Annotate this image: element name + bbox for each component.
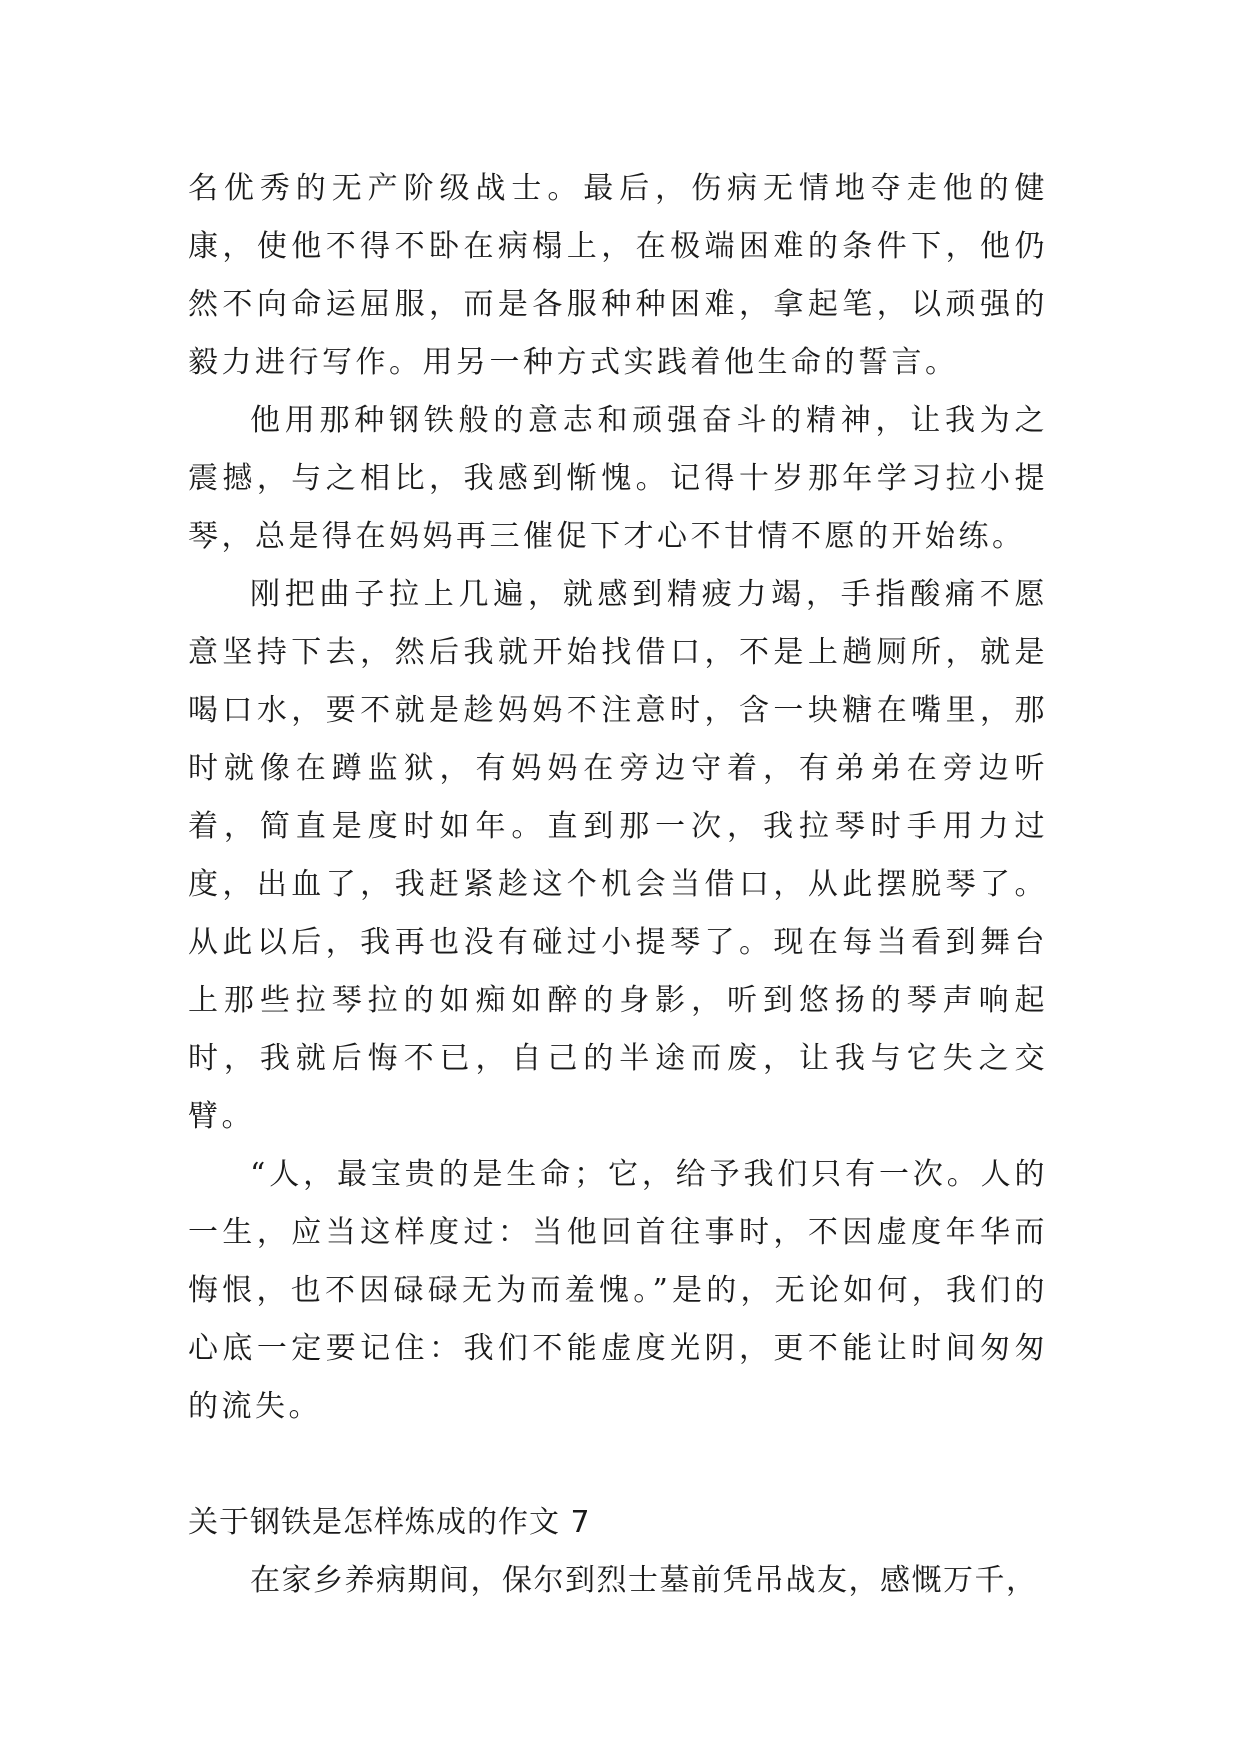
section-heading: 关于钢铁是怎样炼成的作文 7 [188, 1505, 591, 1540]
paragraph-1: 名优秀的无产阶级战士。最后，伤病无情地夺走他的健康，使他不得不卧在病榻上，在极端困难的条件下，他仍然不向命运屈服，而是各服种种困难，拿起笔，以顽强的毅力进行写作。用另一种方式实践着他生命的誓言。 [188, 171, 1048, 380]
document-body [188, 160, 1048, 1610]
paragraph-4: “人，最宝贵的是生命；它，给予我们只有一次。人的一生，应当这样度过：当他回首往事时，不因虚度年华而悔恨，也不因碌碌无为而羞愧。”是的，无论如何，我们的心底一定要记住：我们不能虚度光阴，更不能让时间匆匆的流失。 [188, 1157, 1048, 1424]
paragraph-2: 他用那种钢铁般的意志和顽强奋斗的精神，让我为之震撼，与之相比，我感到惭愧。记得十岁那年学习拉小提琴，总是得在妈妈再三催促下才心不甘情不愿的开始练。 [188, 403, 1048, 554]
section-paragraph: 在家乡养病期间，保尔到烈士墓前凭吊战友，感慨万千， [250, 1563, 1038, 1598]
paragraph-3: 刚把曲子拉上几遍，就感到精疲力竭，手指酸痛不愿意坚持下去，然后我就开始找借口，不是上趟厕所，就是喝口水，要不就是趁妈妈不注意时，含一块糖在嘴里，那时就像在蹲监狱，有妈妈在旁边守着，有弟弟在旁边听着，简直是度时如年。直到那一次，我拉琴时手用力过度，出血了，我赶紧趁这个机会当借口，从此摆脱琴了。从此以后，我再也没有碰过小提琴了。现在每当看到舞台上那些拉琴拉的如痴如醉的身影，听到悠扬的琴声响起时，我就后悔不已，自己的半途而废，让我与它失之交臂。 [188, 577, 1048, 1134]
